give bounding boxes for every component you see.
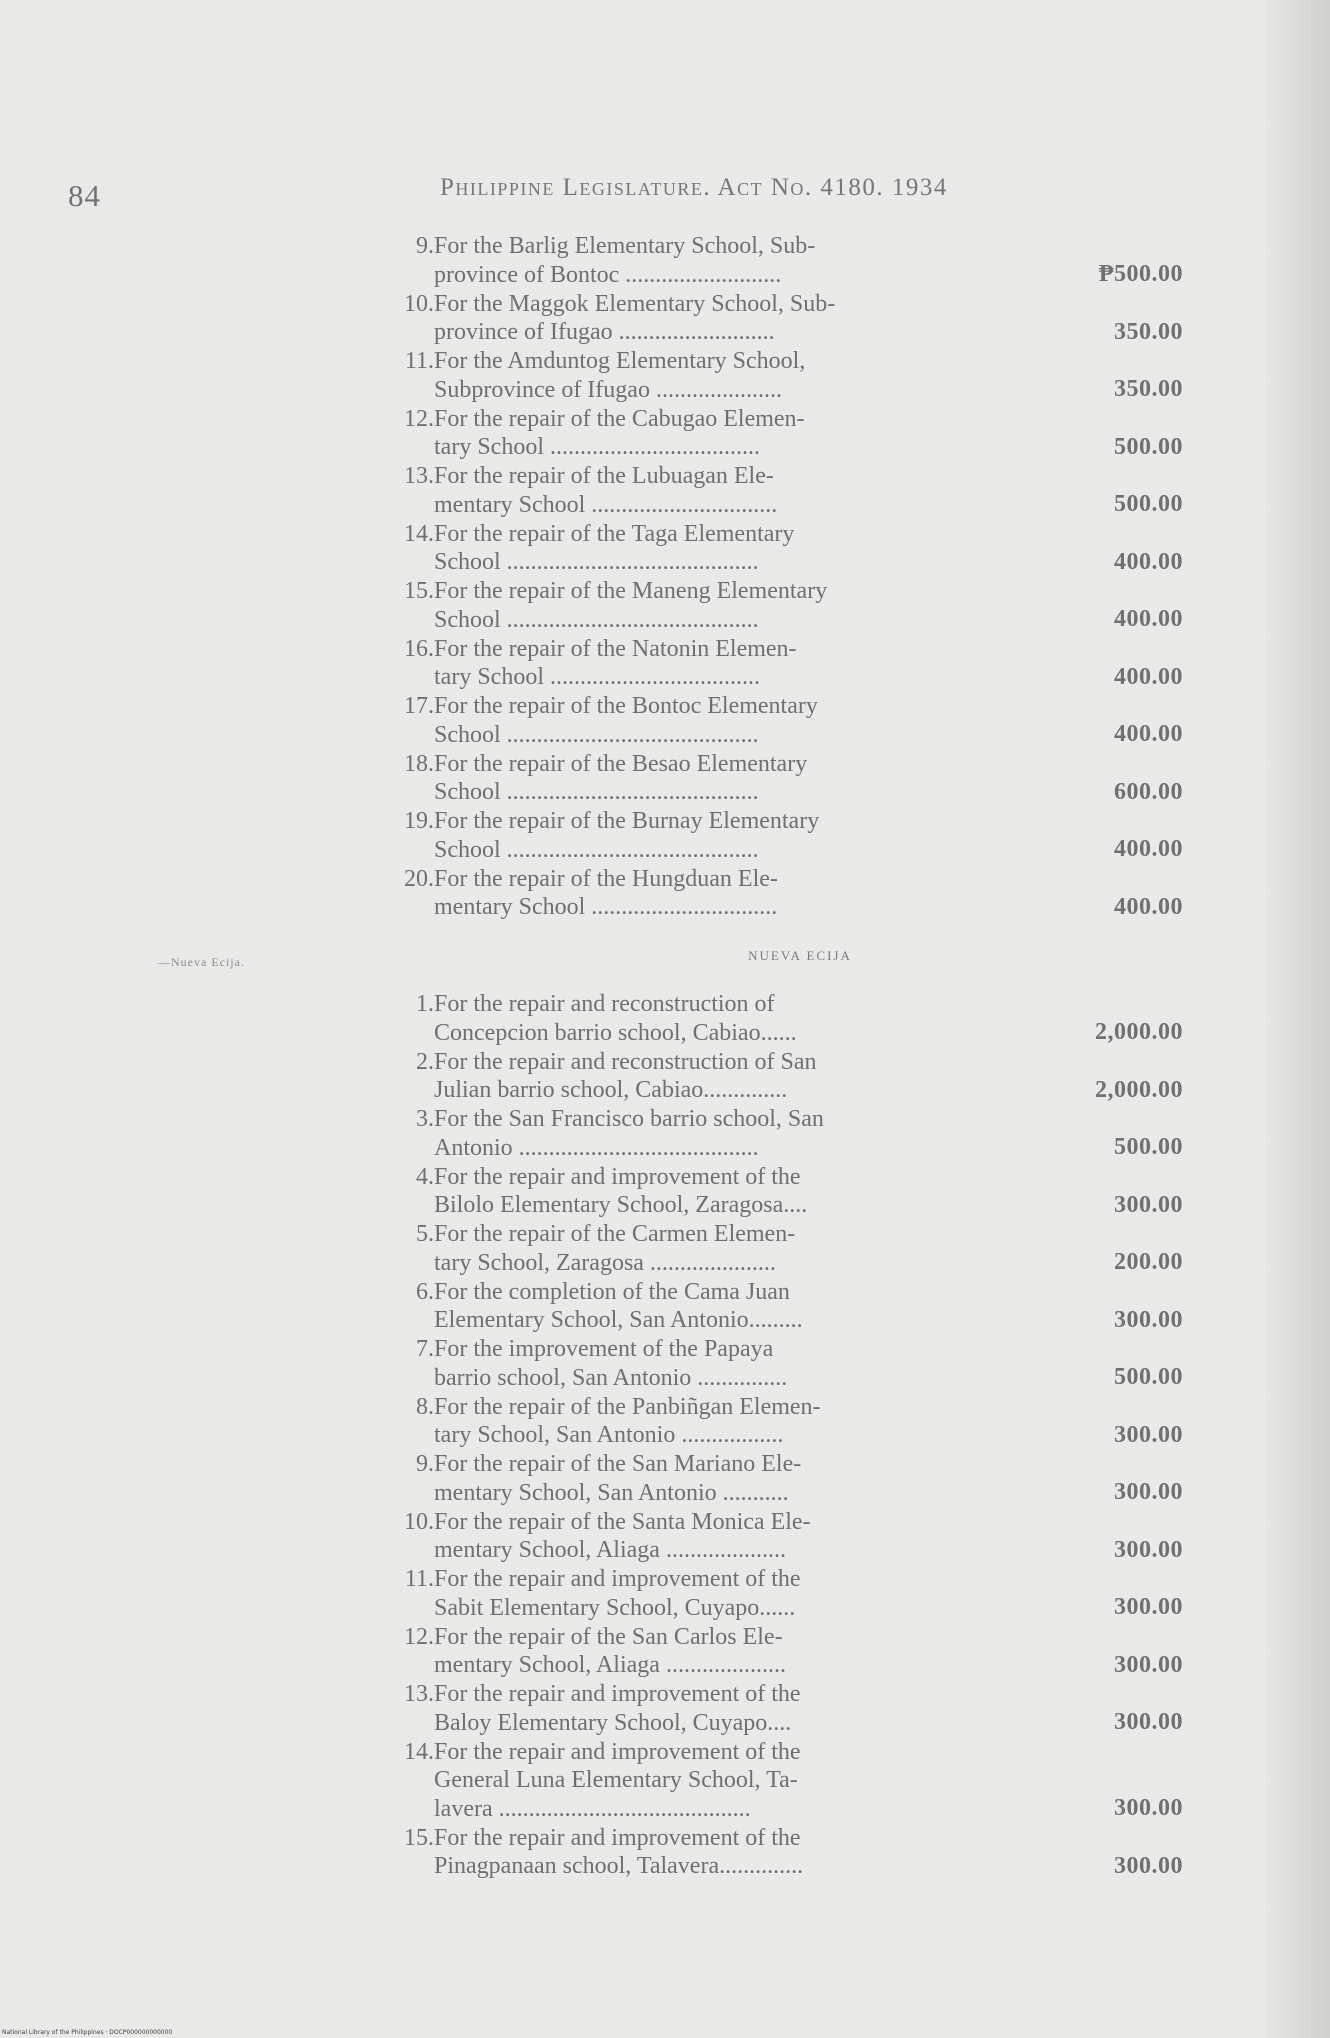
item-description: For the completion of the Cama Juan Elementary School, San Antonio......... xyxy=(434,1278,803,1333)
item-amount: 400.00 xyxy=(1114,893,1183,920)
item-description: For the Maggok Elementary School, Sub- province of Ifugao .......................... xyxy=(434,290,836,345)
item-amount: 300.00 xyxy=(1114,1479,1183,1505)
list-item xyxy=(368,1220,1183,1278)
item-description: For the repair of the Besao Elementary School .......................................... xyxy=(434,750,808,805)
list-item xyxy=(368,1048,1183,1106)
item-amount: 500.00 xyxy=(1114,433,1183,460)
list-item xyxy=(368,290,1183,348)
item-amount: 400.00 xyxy=(1114,663,1183,690)
item-description: For the repair and reconstruction of Concepcion barrio school, Cabiao...... xyxy=(434,991,797,1046)
item-amount: 300.00 xyxy=(1114,1306,1183,1333)
item-description: For the repair of the Hungduan Ele- mentary School ............................... xyxy=(434,865,778,920)
item-description: For the repair of the Cabugao Elemen- tary School ................................... xyxy=(434,405,805,460)
item-description: For the repair of the Santa Monica Ele- mentary School, Aliaga .................... xyxy=(434,1508,811,1563)
scan-credit: National Library of the Philippines · DOCP000000000000 xyxy=(2,2029,173,2036)
item-description: For the repair of the San Mariano Ele- mentary School, San Antonio ........... xyxy=(434,1451,802,1506)
item-description: For the repair of the Carmen Elemen- tary School, Zaragosa ..................... xyxy=(434,1221,796,1276)
item-description: For the repair of the Taga Elementary School .......................................... xyxy=(434,520,795,575)
margin-note: —Nueva Ecija. xyxy=(158,955,245,969)
list-item xyxy=(368,692,1183,750)
item-description: For the repair of the Burnay Elementary School .......................................... xyxy=(434,808,820,863)
list-item xyxy=(368,865,1183,923)
item-number: 10. xyxy=(404,290,434,317)
item-amount: 350.00 xyxy=(1114,376,1183,402)
item-description: For the repair and improvement of the General Luna Elementary School, Ta- lavera .......................................... xyxy=(434,1738,801,1822)
item-number: 13. xyxy=(404,1681,434,1707)
item-description: For the repair of the Maneng Elementary School .......................................... xyxy=(434,578,828,633)
item-amount: 200.00 xyxy=(1114,1249,1183,1275)
item-number: 7. xyxy=(416,1336,434,1362)
item-number: 12. xyxy=(404,405,434,432)
appropriation-list-mountain-province xyxy=(368,232,1183,922)
list-item xyxy=(368,520,1183,578)
list-item xyxy=(368,1450,1183,1508)
page-number: 84 xyxy=(68,178,101,213)
item-number: 18. xyxy=(404,750,434,777)
list-item xyxy=(368,635,1183,693)
section-heading: NUEVA ECIJA xyxy=(748,948,852,963)
item-number: 16. xyxy=(404,635,434,662)
item-amount: 2,000.00 xyxy=(1095,1076,1183,1103)
item-description: For the improvement of the Papaya barrio school, San Antonio ............... xyxy=(434,1336,788,1391)
item-number: 20. xyxy=(404,865,434,892)
list-item xyxy=(368,750,1183,808)
item-number: 4. xyxy=(416,1163,434,1190)
item-number: 17. xyxy=(404,693,434,719)
item-amount: 500.00 xyxy=(1114,1364,1183,1390)
item-number: 9. xyxy=(416,1451,434,1477)
list-item xyxy=(368,1163,1183,1221)
item-description: For the San Francisco barrio school, San Antonio ........................................ xyxy=(434,1106,824,1161)
item-amount: 400.00 xyxy=(1114,606,1183,632)
list-item xyxy=(368,1335,1183,1393)
item-number: 10. xyxy=(404,1508,434,1535)
item-number: 15. xyxy=(404,578,434,604)
item-number: 14. xyxy=(404,1738,434,1765)
item-amount: 400.00 xyxy=(1114,721,1183,747)
item-amount: 400.00 xyxy=(1114,548,1183,575)
item-description: For the repair of the San Carlos Ele- mentary School, Aliaga .................... xyxy=(434,1623,786,1678)
item-number: 2. xyxy=(416,1048,434,1075)
item-number: 1. xyxy=(416,991,434,1017)
appropriation-list-nueva-ecija xyxy=(368,990,1183,1881)
list-item xyxy=(368,807,1183,865)
list-item xyxy=(368,1105,1183,1163)
item-amount: 2,000.00 xyxy=(1095,1019,1183,1045)
item-number: 5. xyxy=(416,1221,434,1247)
item-description: For the repair of the Bontoc Elementary School .......................................... xyxy=(434,693,818,748)
item-number: 9. xyxy=(416,233,434,259)
list-item xyxy=(368,405,1183,463)
item-number: 13. xyxy=(404,463,434,489)
item-amount: 300.00 xyxy=(1114,1594,1183,1620)
item-amount: 400.00 xyxy=(1114,836,1183,862)
item-amount: 300.00 xyxy=(1114,1795,1183,1821)
running-head: Philippine Legislature. Act No. 4180. 1934 xyxy=(440,174,948,201)
list-item xyxy=(368,577,1183,635)
item-description: For the Amduntog Elementary School, Subprovince of Ifugao ..................... xyxy=(434,348,806,403)
list-item xyxy=(368,1680,1183,1738)
item-number: 14. xyxy=(404,520,434,547)
item-description: For the repair and improvement of the Sabit Elementary School, Cuyapo...... xyxy=(434,1566,801,1621)
item-amount: 300.00 xyxy=(1114,1421,1183,1448)
item-number: 3. xyxy=(416,1106,434,1132)
item-amount: ₱500.00 xyxy=(1098,261,1183,287)
item-description: For the repair of the Panbiñgan Elemen- tary School, San Antonio ................. xyxy=(434,1393,821,1448)
item-number: 6. xyxy=(416,1278,434,1305)
list-item xyxy=(368,1824,1183,1882)
item-number: 8. xyxy=(416,1393,434,1420)
list-item xyxy=(368,462,1183,520)
item-number: 15. xyxy=(404,1824,434,1851)
item-number: 12. xyxy=(404,1623,434,1650)
item-description: For the Barlig Elementary School, Sub- province of Bontoc .......................... xyxy=(434,233,816,288)
item-amount: 300.00 xyxy=(1114,1536,1183,1563)
item-description: For the repair and improvement of the Bilolo Elementary School, Zaragosa.... xyxy=(434,1163,808,1218)
list-item xyxy=(368,1623,1183,1681)
item-number: 11. xyxy=(404,1566,434,1592)
list-item xyxy=(368,1565,1183,1623)
item-description: For the repair and improvement of the Pinagpanaan school, Talavera.............. xyxy=(434,1824,804,1879)
item-amount: 600.00 xyxy=(1114,778,1183,805)
item-amount: 300.00 xyxy=(1114,1852,1183,1879)
list-item xyxy=(368,347,1183,405)
list-item xyxy=(368,990,1183,1048)
list-item xyxy=(368,1508,1183,1566)
item-amount: 300.00 xyxy=(1114,1709,1183,1735)
list-item xyxy=(368,1278,1183,1336)
scan-edge-shadow xyxy=(1260,0,1330,2038)
item-amount: 300.00 xyxy=(1114,1191,1183,1218)
list-item xyxy=(368,1738,1183,1824)
item-amount: 300.00 xyxy=(1114,1651,1183,1678)
list-item xyxy=(368,232,1183,290)
item-number: 11. xyxy=(404,348,434,374)
item-amount: 500.00 xyxy=(1114,1134,1183,1160)
item-number: 19. xyxy=(404,808,434,834)
item-description: For the repair and reconstruction of San Julian barrio school, Cabiao.............. xyxy=(434,1048,817,1103)
item-amount: 350.00 xyxy=(1114,318,1183,345)
list-item xyxy=(368,1393,1183,1451)
item-description: For the repair of the Lubuagan Ele- mentary School ............................... xyxy=(434,463,778,518)
item-description: For the repair and improvement of the Baloy Elementary School, Cuyapo.... xyxy=(434,1681,801,1736)
item-description: For the repair of the Natonin Elemen- tary School ................................... xyxy=(434,635,797,690)
item-amount: 500.00 xyxy=(1114,491,1183,517)
